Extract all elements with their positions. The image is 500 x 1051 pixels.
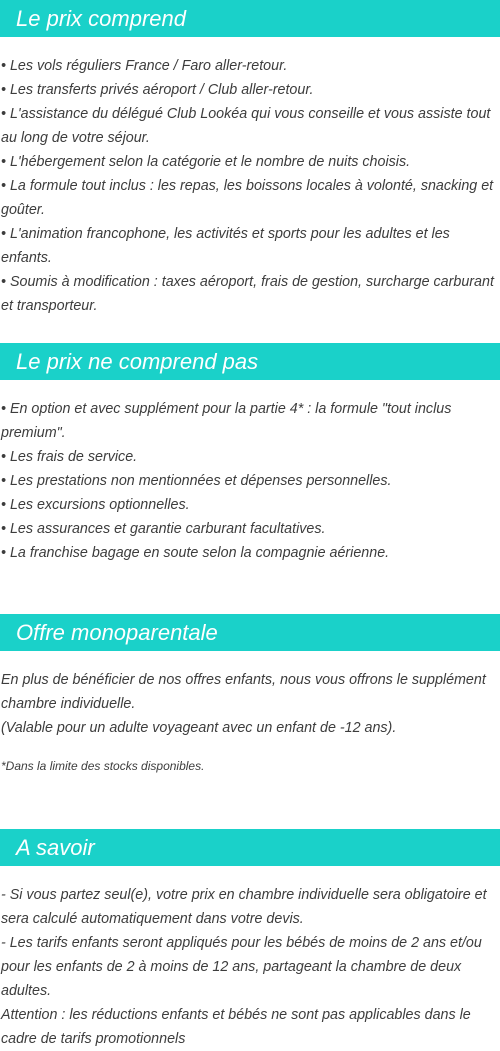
section-body [0, 54, 500, 318]
list-item: • Soumis à modification : taxes aéroport, frais de gestion, surcharge carburant et transporteur. [1, 274, 494, 314]
paragraph: - Si vous partez seul(e), votre prix en chambre individuelle sera obligatoire et sera calculé automatiquement dans votre devis. [1, 887, 487, 927]
list-item: • Les excursions optionnelles. [1, 497, 190, 513]
list-item: • La franchise bagage en soute selon la compagnie aérienne. [1, 545, 390, 561]
list-item: • Les frais de service. [1, 449, 138, 465]
list-item: • Les assurances et garantie carburant facultatives. [1, 521, 326, 537]
paragraph: (Valable pour un adulte voyageant avec un enfant de -12 ans). [1, 720, 397, 736]
section-good-to-know [0, 829, 500, 1051]
section-price-includes [0, 0, 500, 318]
section-single-parent-offer [0, 614, 500, 774]
list-item: • Les prestations non mentionnées et dépenses personnelles. [1, 473, 392, 489]
section-body [0, 668, 500, 740]
paragraph: En plus de bénéficier de nos offres enfants, nous vous offrons le supplément chambre individuelle. [1, 672, 486, 712]
list-item: • La formule tout inclus : les repas, les boissons locales à volonté, snacking et goûter. [1, 178, 494, 218]
list-item: • Les transferts privés aéroport / Club aller-retour. [1, 82, 314, 98]
section-title: A savoir [0, 829, 500, 866]
section-title: Le prix comprend [0, 0, 500, 37]
section-title: Le prix ne comprend pas [0, 343, 500, 380]
paragraph: Attention : les réductions enfants et bébés ne sont pas applicables dans le cadre de tarifs promotionnels [1, 1007, 471, 1047]
paragraph: - Les tarifs enfants seront appliqués pour les bébés de moins de 2 ans et/ou pour les enfants de 2 à moins de 12 ans, partageant la chambre de deux adultes. [1, 935, 482, 999]
list-item: • L'assistance du délégué Club Lookéa qui vous conseille et vous assiste tout au long de votre séjour. [1, 106, 491, 146]
list-item: • L'hébergement selon la catégorie et le nombre de nuits choisis. [1, 154, 411, 170]
list-item: • Les vols réguliers France / Faro aller-retour. [1, 58, 288, 74]
footnote: *Dans la limite des stocks disponibles. [1, 759, 205, 773]
list-item: • L'animation francophone, les activités et sports pour les adultes et les enfants. [1, 226, 450, 266]
section-body [0, 397, 500, 565]
section-title: Offre monoparentale [0, 614, 500, 651]
section-price-excludes [0, 343, 500, 565]
list-item: • En option et avec supplément pour la partie 4* : la formule "tout inclus premium". [1, 401, 452, 441]
section-body [0, 883, 500, 1051]
